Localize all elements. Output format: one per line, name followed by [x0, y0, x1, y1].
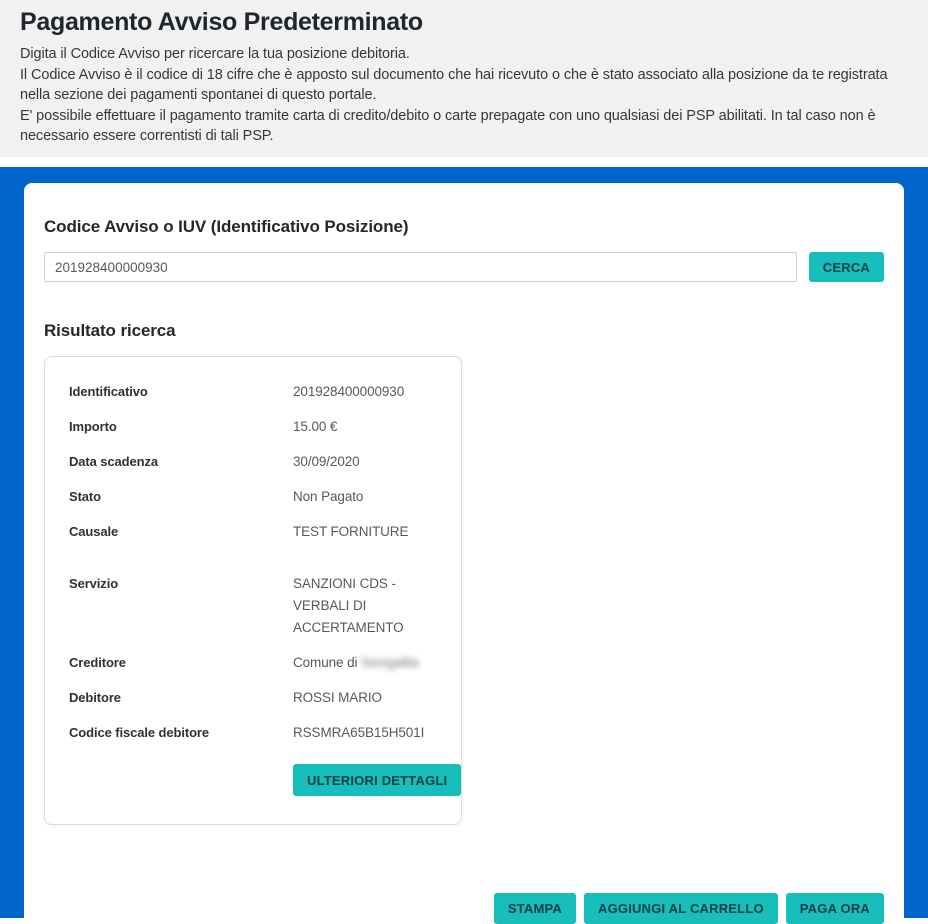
results-heading: Risultato ricerca: [44, 321, 176, 340]
field-label: Debitore: [69, 690, 121, 705]
payment-panel: [0, 167, 928, 918]
field-row-servizio: [69, 573, 441, 639]
field-row-stato: [69, 486, 441, 508]
codice-avviso-input[interactable]: [44, 252, 797, 282]
aggiungi-al-carrello-button[interactable]: AGGIUNGI AL CARRELLO: [584, 893, 778, 924]
ulteriori-dettagli-button[interactable]: ULTERIORI DETTAGLI: [293, 764, 461, 796]
field-label: Codice fiscale debitore: [69, 725, 210, 740]
result-card: [44, 356, 462, 825]
field-value: TEST FORNITURE: [293, 524, 409, 539]
field-value: RSSMRA65B15H501I: [293, 725, 425, 740]
field-row-data-scadenza: [69, 451, 441, 473]
field-value: 15.00 €: [293, 419, 338, 434]
field-value: SANZIONI CDS - VERBALI DI ACCERTAMENTO: [293, 576, 404, 635]
field-value: 201928400000930: [293, 384, 405, 399]
description-line-1: Digita il Codice Avviso per ricercare la tua posizione debitoria.: [20, 46, 410, 62]
field-label: Importo: [69, 419, 117, 434]
search-row: [44, 252, 884, 282]
page-description: [20, 44, 908, 147]
field-value: ROSSI MARIO: [293, 690, 382, 705]
description-line-2: Il Codice Avviso è il codice di 18 cifre che è apposto sul documento che hai ricevuto o che è stato associato alla posizione da te registrata nella sezione dei pagamenti spontanei di questo portale.: [20, 66, 888, 103]
status-value: Non Pagato: [293, 489, 364, 504]
field-label: Causale: [69, 524, 119, 539]
creditore-visible: Comune di: [293, 655, 358, 670]
field-label: Data scadenza: [69, 454, 159, 469]
field-label: Servizio: [69, 576, 119, 591]
search-label: Codice Avviso o IUV (Identificativo Posizione): [44, 217, 409, 236]
field-row-debitore: [69, 687, 441, 709]
field-row-codice-fiscale: [69, 722, 441, 744]
stampa-button[interactable]: STAMPA: [494, 893, 576, 924]
field-row-identificativo: [69, 381, 441, 403]
details-button-row: [69, 764, 448, 796]
field-value: 30/09/2020: [293, 454, 360, 469]
field-row-creditore: [69, 652, 441, 674]
cerca-button[interactable]: CERCA: [809, 252, 884, 282]
field-label: Creditore: [69, 655, 126, 670]
paga-ora-button[interactable]: PAGA ORA: [786, 893, 884, 924]
field-value: [293, 652, 441, 674]
actions-row: [44, 893, 884, 924]
description-line-3: E' possibile effettuare il pagamento tramite carta di credito/debito o carte prepagate con uno qualsiasi dei PSP abilitati. In tal caso non è necessario essere correntisti di tali PSP.: [20, 107, 876, 144]
creditore-redacted: Senigallia: [361, 655, 419, 670]
field-label: Identificativo: [69, 384, 148, 399]
field-row-importo: [69, 416, 441, 438]
field-row-causale: [69, 521, 441, 543]
page-header: [0, 0, 928, 157]
field-label: Stato: [69, 489, 102, 504]
payment-card: [24, 183, 904, 918]
page-title: Pagamento Avviso Predeterminato: [20, 8, 423, 36]
